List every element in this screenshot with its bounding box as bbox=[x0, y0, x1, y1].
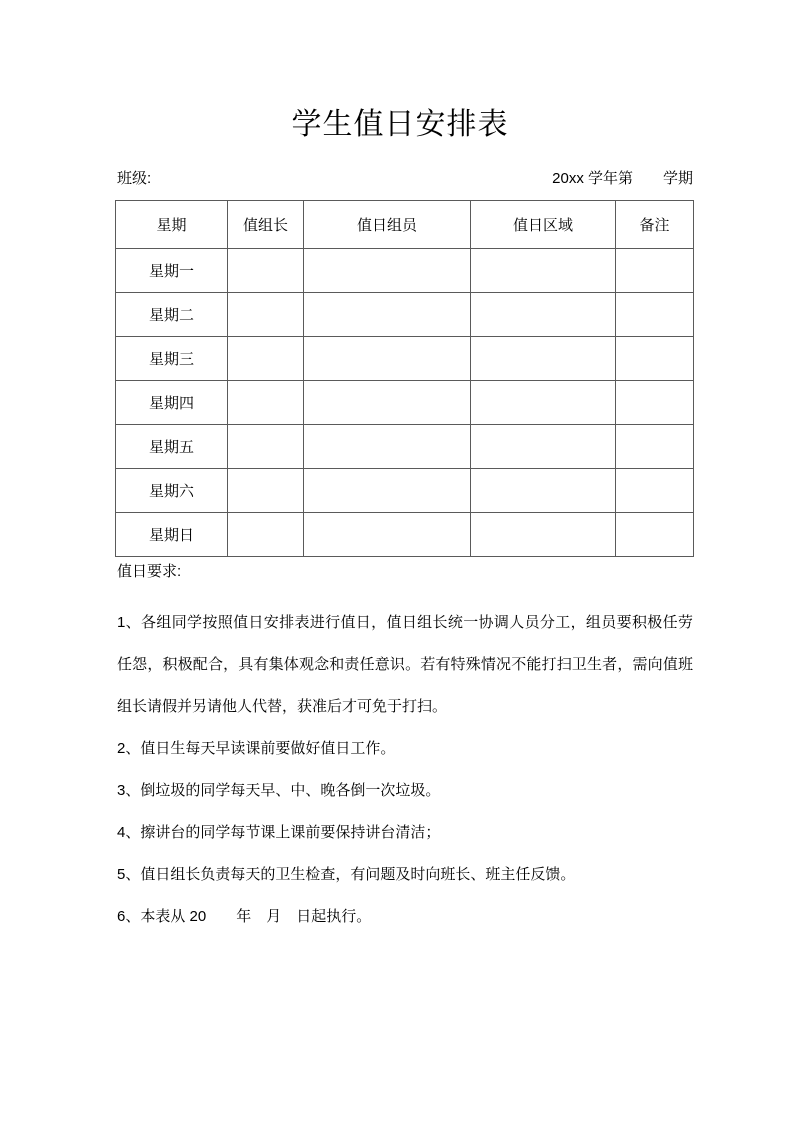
table-row bbox=[116, 513, 694, 557]
requirement-item-1: 1、各组同学按照值日安排表进行值日，值日组长统一协调人员分工，组员要积极任劳任怨，积极配合，具有集体观念和责任意识。若有特殊情况不能打扫卫生者，需向值班组长请假并另请他人代替，获准后才可免于打扫。 bbox=[117, 614, 693, 715]
cell-note[interactable] bbox=[616, 381, 694, 425]
cell-area[interactable] bbox=[471, 293, 616, 337]
cell-note[interactable] bbox=[616, 513, 694, 557]
duty-schedule-table bbox=[115, 200, 694, 557]
table-row bbox=[116, 337, 694, 381]
cell-day: 星期日 bbox=[116, 513, 228, 557]
cell-leader[interactable] bbox=[228, 425, 304, 469]
table-row bbox=[116, 249, 694, 293]
page-title: 学生值日安排表 bbox=[291, 108, 509, 141]
cell-note[interactable] bbox=[616, 337, 694, 381]
requirement-item-6: 6、本表从 20 年 月 日起执行。 bbox=[117, 908, 372, 925]
cell-leader[interactable] bbox=[228, 249, 304, 293]
requirement-item-4: 4、擦讲台的同学每节课上课前要保持讲台清洁； bbox=[117, 824, 441, 841]
cell-leader[interactable] bbox=[228, 469, 304, 513]
column-header-note: 备注 bbox=[616, 201, 694, 249]
column-header-area: 值日区域 bbox=[471, 201, 616, 249]
document-meta-row bbox=[117, 168, 693, 190]
cell-member[interactable] bbox=[304, 469, 471, 513]
table-row bbox=[116, 293, 694, 337]
cell-day: 星期三 bbox=[116, 337, 228, 381]
cell-leader[interactable] bbox=[228, 293, 304, 337]
cell-day: 星期五 bbox=[116, 425, 228, 469]
cell-leader[interactable] bbox=[228, 513, 304, 557]
cell-day: 星期一 bbox=[116, 249, 228, 293]
cell-member[interactable] bbox=[304, 513, 471, 557]
table-row bbox=[116, 469, 694, 513]
table-header-row bbox=[116, 201, 694, 249]
requirements-section bbox=[117, 560, 693, 938]
cell-day: 星期四 bbox=[116, 381, 228, 425]
cell-member[interactable] bbox=[304, 249, 471, 293]
cell-area[interactable] bbox=[471, 381, 616, 425]
column-header-member: 值日组员 bbox=[304, 201, 471, 249]
cell-area[interactable] bbox=[471, 337, 616, 381]
column-header-leader: 值组长 bbox=[228, 201, 304, 249]
cell-area[interactable] bbox=[471, 425, 616, 469]
requirements-heading: 值日要求: bbox=[117, 563, 182, 580]
table-row bbox=[116, 381, 694, 425]
cell-area[interactable] bbox=[471, 513, 616, 557]
cell-leader[interactable] bbox=[228, 337, 304, 381]
cell-member[interactable] bbox=[304, 425, 471, 469]
cell-area[interactable] bbox=[471, 469, 616, 513]
cell-day: 星期六 bbox=[116, 469, 228, 513]
cell-note[interactable] bbox=[616, 249, 694, 293]
cell-note[interactable] bbox=[616, 469, 694, 513]
term-label: 20xx 学年第 学期 bbox=[552, 170, 693, 187]
cell-leader[interactable] bbox=[228, 381, 304, 425]
cell-area[interactable] bbox=[471, 249, 616, 293]
requirement-item-2: 2、值日生每天早读课前要做好值日工作。 bbox=[117, 740, 396, 757]
cell-day: 星期二 bbox=[116, 293, 228, 337]
requirement-item-5: 5、值日组长负责每天的卫生检查，有问题及时向班长、班主任反馈。 bbox=[117, 866, 576, 883]
cell-note[interactable] bbox=[616, 425, 694, 469]
cell-member[interactable] bbox=[304, 337, 471, 381]
requirement-item-3: 3、倒垃圾的同学每天早、中、晚各倒一次垃圾。 bbox=[117, 782, 441, 799]
table-row bbox=[116, 425, 694, 469]
cell-note[interactable] bbox=[616, 293, 694, 337]
class-label: 班级: bbox=[117, 170, 152, 187]
cell-member[interactable] bbox=[304, 381, 471, 425]
cell-member[interactable] bbox=[304, 293, 471, 337]
column-header-day: 星期 bbox=[116, 201, 228, 249]
